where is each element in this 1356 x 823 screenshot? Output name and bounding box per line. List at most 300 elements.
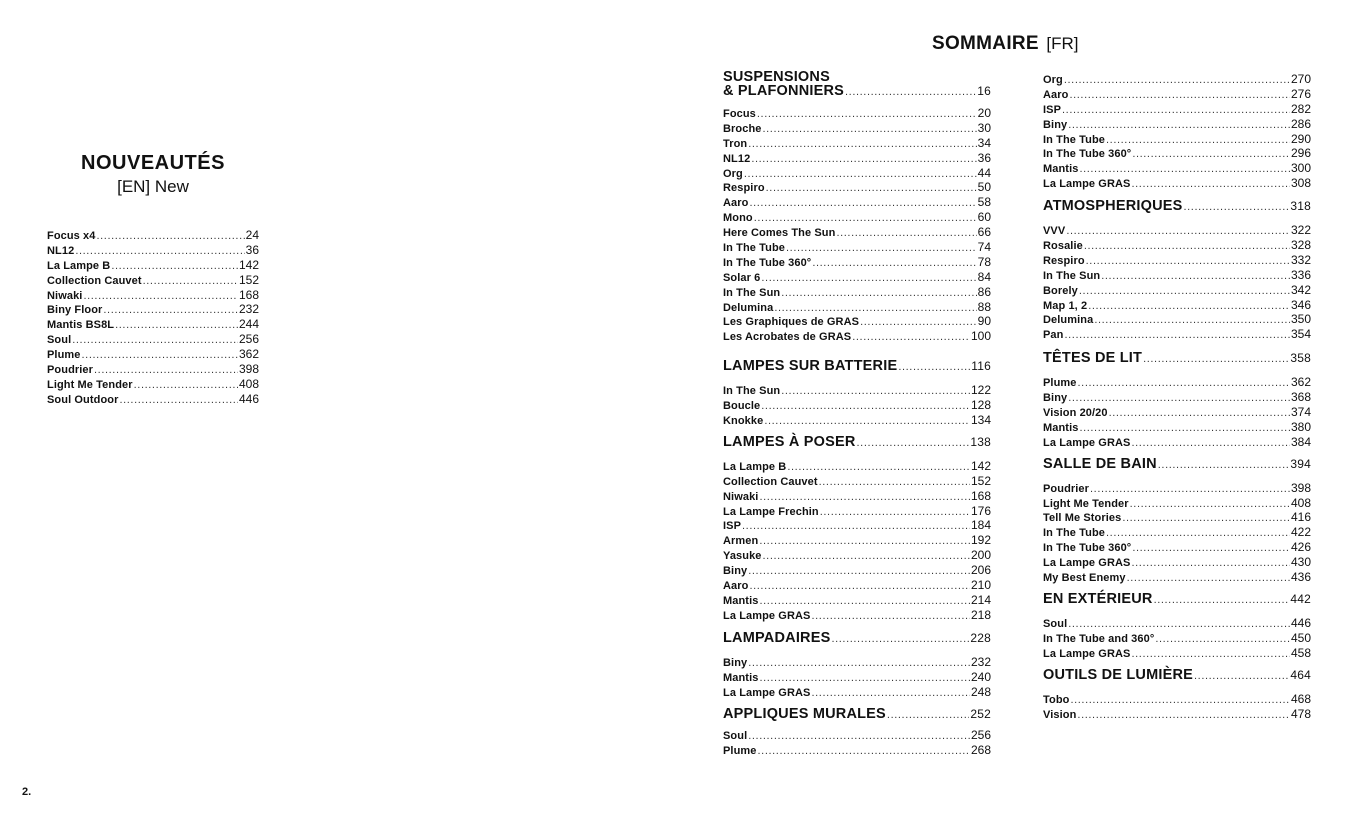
entry-name: Soul (723, 730, 748, 743)
entry-name: Mono (723, 212, 753, 225)
section-items (1043, 692, 1311, 722)
toc-entry (723, 300, 991, 315)
dot-leader (754, 211, 977, 226)
entry-name: La Lampe GRAS (1043, 647, 1131, 660)
section-appliques (723, 706, 991, 722)
section-outils (1043, 667, 1311, 683)
entry-page: 214 (970, 592, 991, 607)
section-items (723, 728, 991, 758)
entry-page: 408 (238, 376, 259, 391)
toc-entry (1043, 176, 1311, 191)
entry-page: 206 (970, 563, 991, 578)
entry-page: 36 (977, 150, 991, 165)
dot-leader (1086, 254, 1290, 269)
toc-entry (723, 563, 991, 578)
entry-page: 268 (970, 743, 991, 758)
toc-entry (47, 273, 259, 288)
entry-name: VVV (1043, 225, 1066, 238)
entry-page: 184 (970, 518, 991, 533)
dot-leader (1143, 353, 1289, 365)
dot-leader (763, 122, 977, 137)
dot-leader (1062, 103, 1290, 118)
section-items (1043, 375, 1311, 449)
toc-entry (1043, 390, 1311, 405)
entry-name: Org (1043, 74, 1063, 86)
entry-page: 416 (1290, 510, 1311, 525)
entry-name: Plume (1043, 377, 1077, 390)
toc-entry (1043, 283, 1311, 298)
entry-name: Respiro (1043, 254, 1085, 267)
dot-leader (1106, 526, 1290, 541)
dot-leader (143, 274, 238, 289)
entry-name: Soul Outdoor (47, 393, 119, 406)
toc-entry (47, 392, 259, 407)
dot-leader (1132, 147, 1290, 162)
toc-entry (723, 578, 991, 593)
toc-entry (1043, 616, 1311, 631)
entry-page: 232 (970, 654, 991, 669)
toc-entry (723, 413, 991, 428)
section-title: EN EXTÉRIEUR (1043, 590, 1153, 607)
section-title: OUTILS DE LUMIÈRE (1043, 666, 1194, 683)
entry-page: 34 (977, 135, 991, 150)
entry-name: Biny (1043, 118, 1068, 131)
entry-page: 430 (1290, 555, 1311, 570)
dot-leader (766, 181, 977, 196)
dot-leader (1090, 482, 1290, 497)
toc-entry (723, 398, 991, 413)
toc-entry (47, 228, 259, 243)
dot-leader (1094, 313, 1290, 328)
entry-name: Respiro (723, 182, 765, 195)
toc-entry (1043, 132, 1311, 147)
toc-entry (1043, 692, 1311, 707)
entry-name: Tell Me Stories (1043, 512, 1122, 525)
dot-leader (761, 271, 976, 286)
toc-entry (1043, 312, 1311, 327)
entry-page: 86 (977, 284, 991, 299)
section-title-line1: SUSPENSIONS (723, 69, 830, 85)
entry-page: 478 (1290, 706, 1311, 721)
toc-entry (47, 347, 259, 362)
entry-page: 100 (970, 329, 991, 344)
entry-page: 256 (970, 728, 991, 743)
toc-entry (723, 210, 991, 225)
toc-entry (1043, 298, 1311, 313)
entry-name: Soul (1043, 617, 1068, 630)
dot-leader (774, 301, 976, 316)
entry-page: 270 (1290, 72, 1311, 86)
dot-leader (898, 361, 970, 373)
entry-page: 20 (977, 106, 991, 120)
dot-leader (1066, 224, 1290, 239)
entry-name: In The Tube (1043, 527, 1106, 540)
dot-leader (744, 167, 977, 182)
toc-entry (723, 685, 991, 700)
entry-page: 328 (1290, 238, 1311, 253)
dot-leader (1132, 177, 1290, 192)
nouveautes-title: NOUVEAUTÉS (81, 152, 225, 174)
section-page: 318 (1290, 199, 1311, 214)
entry-name: Broche (723, 122, 762, 135)
entry-page: 30 (977, 120, 991, 135)
section-batterie (723, 358, 991, 374)
entry-name: NL12 (47, 244, 75, 257)
entry-page: 66 (977, 225, 991, 240)
toc-entry (1043, 327, 1311, 342)
dot-leader (819, 475, 970, 490)
toc-entry (1043, 570, 1311, 585)
dot-leader (1132, 556, 1290, 571)
entry-page: 384 (1290, 434, 1311, 449)
entry-page: 276 (1290, 86, 1311, 101)
entry-page: 168 (238, 287, 259, 302)
entry-name: Poudrier (47, 364, 94, 377)
section-page: 138 (970, 434, 991, 449)
entry-name: Biny Floor (47, 304, 103, 317)
toc-entry (1043, 72, 1311, 87)
dot-leader (1132, 541, 1290, 556)
entry-name: La Lampe GRAS (1043, 178, 1131, 191)
entry-name: Light Me Tender (1043, 497, 1129, 510)
dot-leader (763, 549, 970, 564)
entry-name: Map 1, 2 (1043, 299, 1088, 312)
dot-leader (1132, 436, 1290, 451)
dot-leader (1070, 693, 1290, 708)
entry-name: Focus x4 (47, 230, 96, 242)
entry-page: 354 (1290, 327, 1311, 342)
dot-leader (857, 437, 970, 449)
page-number: 2. (22, 786, 32, 798)
entry-page: 256 (238, 332, 259, 347)
dot-leader (781, 384, 970, 399)
entry-page: 308 (1290, 176, 1311, 191)
entry-name: Armen (723, 535, 759, 548)
toc-entry (723, 225, 991, 240)
toc-entry (1043, 405, 1311, 420)
dot-leader (748, 564, 970, 579)
dot-leader (1101, 269, 1290, 284)
entry-name: Niwaki (47, 289, 83, 302)
entry-name: Delumina (723, 301, 774, 314)
toc-entry (47, 288, 259, 303)
toc-column-1 (723, 71, 991, 758)
dot-leader (1068, 617, 1290, 632)
section-page: 228 (970, 630, 991, 645)
entry-page: 436 (1290, 570, 1311, 585)
dot-leader (761, 399, 970, 414)
sommaire-title (932, 33, 1078, 55)
toc-entry (723, 474, 991, 489)
entry-name: In The Tube and 360° (1043, 632, 1155, 645)
entry-page: 398 (1290, 480, 1311, 495)
toc-entry (723, 314, 991, 329)
entry-page: 446 (1290, 615, 1311, 630)
dot-leader (1064, 73, 1290, 88)
dot-leader (831, 633, 969, 645)
entry-page: 290 (1290, 131, 1311, 146)
entry-page: 380 (1290, 419, 1311, 434)
entry-page: 322 (1290, 223, 1311, 238)
toc-entry (723, 180, 991, 195)
dot-leader (759, 594, 970, 609)
entry-page: 60 (977, 210, 991, 225)
dot-leader (94, 363, 238, 378)
entry-page: 90 (977, 314, 991, 329)
entry-name: Les Graphiques de GRAS (723, 316, 860, 329)
section-title: TÊTES DE LIT (1043, 350, 1143, 367)
dot-leader (852, 330, 970, 345)
entry-name: Collection Cauvet (47, 274, 142, 287)
entry-page: 78 (977, 254, 991, 269)
entry-page: 122 (970, 383, 991, 398)
toc-entry (723, 670, 991, 685)
entry-name: Yasuke (723, 550, 762, 563)
section-salle-de-bain (1043, 456, 1311, 472)
dot-leader (1079, 421, 1290, 436)
dot-leader (759, 534, 970, 549)
toc-entry (723, 504, 991, 519)
entry-name: La Lampe B (47, 259, 111, 272)
dot-leader (1130, 497, 1290, 512)
entry-name: Rosalie (1043, 240, 1083, 253)
entry-page: 218 (970, 607, 991, 622)
entry-page: 50 (977, 180, 991, 195)
dot-leader (758, 744, 970, 759)
entry-name: In The Sun (723, 286, 781, 299)
entry-name: Vision (1043, 708, 1077, 721)
entry-page: 450 (1290, 630, 1311, 645)
toc-entry (1043, 707, 1311, 722)
entry-name: Plume (47, 349, 81, 362)
toc-entry (723, 459, 991, 474)
entry-name: La Lampe GRAS (723, 686, 811, 699)
entry-name: La Lampe B (723, 460, 787, 473)
entry-name: In The Tube (723, 242, 786, 255)
entry-page: 398 (238, 362, 259, 377)
section-page: 116 (971, 359, 991, 374)
entry-name: Biny (723, 656, 748, 669)
entry-name: Aaro (723, 197, 749, 210)
dot-leader (1127, 571, 1290, 586)
entry-name: Aaro (723, 580, 749, 593)
toc-entry (1043, 510, 1311, 525)
dot-leader (97, 229, 245, 244)
section-title: LAMPES SUR BATTERIE (723, 358, 898, 375)
dot-leader (1084, 239, 1290, 254)
toc-entry (723, 743, 991, 758)
dot-leader (1064, 328, 1289, 343)
entry-name: Borely (1043, 284, 1078, 297)
dot-leader (1079, 162, 1290, 177)
dot-leader (134, 378, 238, 393)
dot-leader (1068, 118, 1290, 133)
toc-entry (1043, 646, 1311, 661)
entry-page: 248 (970, 684, 991, 699)
entry-name: Delumina (1043, 314, 1094, 327)
entry-name: Soul (47, 334, 72, 347)
dot-leader (103, 303, 238, 318)
entry-name: Knokke (723, 415, 764, 428)
section-items (1043, 223, 1311, 342)
section-title: SALLE DE BAIN (1043, 455, 1157, 472)
toc-entry (1043, 253, 1311, 268)
section-title: LAMPADAIRES (723, 629, 831, 646)
entry-page: 374 (1290, 405, 1311, 420)
entry-page: 210 (970, 578, 991, 593)
dot-leader (759, 671, 970, 686)
toc-entry (723, 655, 991, 670)
entry-page: 350 (1290, 312, 1311, 327)
dot-leader (75, 244, 244, 259)
section-items (1043, 616, 1311, 661)
entry-name: In The Tube 360° (1043, 148, 1132, 161)
toc-entry (723, 329, 991, 344)
section-suspensions (723, 71, 991, 344)
nouveautes-subtitle: [EN] New (117, 177, 189, 196)
toc-entry (1043, 555, 1311, 570)
entry-name: In The Tube 360° (723, 256, 812, 269)
dot-leader (764, 414, 970, 429)
section-page: 252 (970, 707, 991, 722)
sommaire-label: SOMMAIRE (932, 33, 1039, 54)
entry-page: 468 (1290, 691, 1311, 706)
entry-page: 240 (970, 669, 991, 684)
dot-leader (82, 348, 238, 363)
dot-leader (1158, 459, 1290, 471)
entry-page: 282 (1290, 101, 1311, 116)
entry-page: 24 (245, 228, 259, 242)
entry-page: 58 (977, 195, 991, 210)
dot-leader (1079, 284, 1290, 299)
dot-leader (757, 107, 977, 122)
entry-name: NL12 (723, 152, 751, 165)
section-items (1043, 481, 1311, 585)
dot-leader (759, 490, 970, 505)
entry-name: Mantis (1043, 421, 1079, 434)
dot-leader (1109, 406, 1290, 421)
entry-name: Mantis (1043, 163, 1079, 176)
section-page: 442 (1290, 591, 1311, 606)
entry-page: 244 (238, 317, 259, 332)
section-title: ATMOSPHERIQUES (1043, 198, 1183, 215)
dot-leader (749, 196, 976, 211)
nouveautes-list (47, 228, 259, 407)
dot-leader (742, 519, 970, 534)
entry-name: Solar 6 (723, 271, 761, 284)
entry-page: 142 (238, 257, 259, 272)
entry-name: Vision 20/20 (1043, 407, 1108, 420)
entry-page: 332 (1290, 252, 1311, 267)
section-title: APPLIQUES MURALES (723, 706, 886, 723)
entry-name: Here Comes The Sun (723, 227, 836, 240)
entry-name: In The Sun (723, 385, 781, 398)
section-title-line2: & PLAFONNIERS (723, 83, 845, 99)
toc-entry (1043, 268, 1311, 283)
toc-entry (1043, 435, 1311, 450)
toc-entry (47, 362, 259, 377)
dot-leader (887, 709, 969, 721)
entry-name: La Lampe GRAS (1043, 557, 1131, 570)
entry-page: 74 (977, 240, 991, 255)
entry-page: 176 (970, 503, 991, 518)
entry-name: ISP (723, 520, 742, 533)
toc-entry (47, 332, 259, 347)
dot-leader (748, 137, 976, 152)
toc-entry (723, 151, 991, 166)
toc-column-2 (1043, 72, 1311, 721)
dot-leader (1069, 88, 1290, 103)
section-items (723, 655, 991, 700)
entry-page: 422 (1290, 525, 1311, 540)
entry-name: Org (723, 167, 743, 180)
entry-name: In The Tube (1043, 133, 1106, 146)
entry-page: 36 (245, 242, 259, 257)
dot-leader (820, 505, 970, 520)
entry-name: Niwaki (723, 490, 759, 503)
section-page: 358 (1290, 351, 1311, 366)
toc-entry (1043, 223, 1311, 238)
entry-page: 88 (977, 299, 991, 314)
entry-name: Plume (723, 745, 757, 758)
toc-entry (1043, 375, 1311, 390)
entry-name: In The Sun (1043, 269, 1101, 282)
toc-entry (1043, 87, 1311, 102)
entry-page: 362 (1290, 375, 1311, 390)
dot-leader (1078, 376, 1290, 391)
entry-page: 408 (1290, 495, 1311, 510)
entry-name: Poudrier (1043, 482, 1090, 495)
toc-entry (47, 243, 259, 258)
section-page: 464 (1290, 667, 1311, 682)
toc-entry (1043, 496, 1311, 511)
entry-page: 368 (1290, 390, 1311, 405)
toc-entry (1043, 481, 1311, 496)
dot-leader (812, 609, 970, 624)
dot-leader (1155, 632, 1290, 647)
entry-page: 458 (1290, 645, 1311, 660)
entry-page: 300 (1290, 161, 1311, 176)
dot-leader (1088, 299, 1290, 314)
dot-leader (1184, 201, 1290, 213)
section-title: LAMPES À POSER (723, 433, 856, 450)
dot-leader (749, 579, 970, 594)
dot-leader (860, 315, 977, 330)
entry-name: La Lampe GRAS (1043, 436, 1131, 449)
toc-entry (723, 195, 991, 210)
toc-entry (1043, 525, 1311, 540)
entry-name: Light Me Tender (47, 378, 133, 391)
toc-entry (1043, 146, 1311, 161)
dot-leader (1194, 670, 1289, 682)
dot-leader (83, 289, 238, 304)
entry-name: Focus (723, 108, 756, 120)
toc-entry (1043, 117, 1311, 132)
dot-leader (751, 152, 976, 167)
entry-page: 128 (970, 398, 991, 413)
entry-page: 342 (1290, 282, 1311, 297)
toc-entry (723, 518, 991, 533)
dot-leader (748, 729, 970, 744)
entry-page: 296 (1290, 146, 1311, 161)
entry-page: 192 (970, 533, 991, 548)
entry-page: 152 (238, 272, 259, 287)
toc-entry (723, 270, 991, 285)
toc-entry (47, 302, 259, 317)
toc-entry (723, 166, 991, 181)
toc-entry (723, 533, 991, 548)
entry-name: Tron (723, 137, 748, 150)
